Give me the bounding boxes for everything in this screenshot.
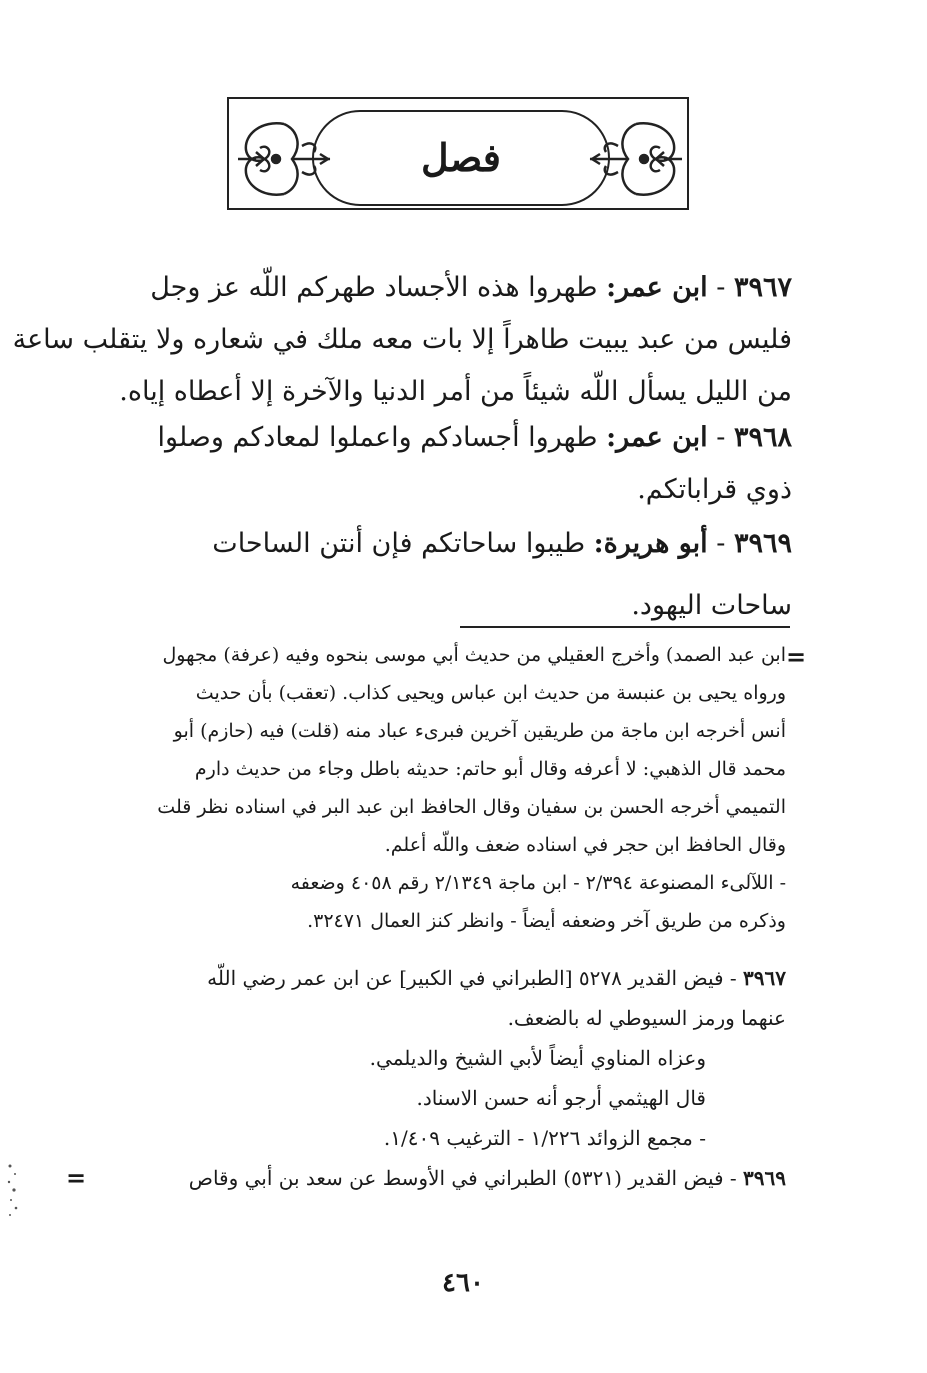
entry-text: ساحات اليهود. xyxy=(631,590,792,621)
footnote-line: محمد قال الذهبي: لا أعرفه وقال أبو حاتم: حديثه باطل وجاء من حديث دارم xyxy=(194,758,786,780)
footnote-3969-first-line: ٣٩٦٩ - فيض القدير (٥٣٢١) الطبراني في الأوسط عن سعد بن أبي وقاص xyxy=(188,1166,786,1190)
footnote-block xyxy=(100,958,786,1198)
entry-number: ٣٩٦٧ xyxy=(733,272,792,303)
footnote-line: وعزاه المناوي أيضاً لأبي الشيخ والديلمي. xyxy=(369,1046,706,1070)
entry-text: ذوي قراباتكم. xyxy=(637,474,792,505)
entry-first-line: ٣٩٦٨ - ابن عمر: طهروا أجسادكم واعملوا لمعادكم وصلوا xyxy=(157,422,792,453)
chapter-title: فصل xyxy=(421,135,501,180)
footnote-line: عنهما ورمز السيوطي له بالضعف. xyxy=(507,1006,786,1030)
footnote-line: وقال الحافظ ابن حجر في اسناده ضعف واللّه أعلم. xyxy=(384,834,786,856)
footnote-number: ٣٩٦٩ xyxy=(743,1166,786,1190)
entry-text: طهروا هذه الأجساد طهركم اللّه عز وجل xyxy=(150,272,598,303)
footnote-separator xyxy=(460,626,790,628)
footnote-line: قال الهيثمي أرجو أنه حسن الاسناد. xyxy=(416,1086,706,1110)
entry-number: ٣٩٦٩ xyxy=(733,528,792,559)
narrator: ابن عمر: xyxy=(606,272,708,303)
footnote-3967-first-line: ٣٩٦٧ - فيض القدير ٥٢٧٨ [الطبراني في الكبير] عن ابن عمر رضي اللّه xyxy=(207,966,786,990)
entry-text: فليس من عبد يبيت طاهراً إلا بات معه ملك في شعاره ولا يتقلب ساعة xyxy=(12,324,792,355)
footnote-number: ٣٩٦٧ xyxy=(743,966,786,990)
scan-artifact xyxy=(6,1160,20,1220)
hadith-entry-3968 xyxy=(108,412,792,516)
footnote-text: فيض القدير (٥٣٢١) الطبراني في الأوسط عن سعد بن أبي وقاص xyxy=(188,1166,724,1190)
narrator: أبو هريرة: xyxy=(593,528,708,559)
entry-text: من الليل يسأل اللّه شيئاً من أمر الدنيا والآخرة إلا أعطاه إياه. xyxy=(119,376,792,407)
page-number: ٤٦٠ xyxy=(442,1268,484,1298)
footnote-line: التميمي أخرجه الحسن بن سفيان وقال الحافظ ابن عبد البر في اسناده نظر قلت xyxy=(157,796,786,818)
footnote-text: فيض القدير ٥٢٧٨ [الطبراني في الكبير] عن ابن عمر رضي اللّه xyxy=(207,966,724,990)
footnote-line: وذكره من طريق آخر وضعفه أيضاً - وانظر كنز العمال ٣٢٤٧١. xyxy=(307,910,786,932)
entry-number: ٣٩٦٨ xyxy=(733,422,792,453)
footnote-continued xyxy=(100,636,786,940)
footnote-line: - اللآلىء المصنوعة ٢/٣٩٤ - ابن ماجة ٢/١٣٤٩ رقم ٤٠٥٨ وضعفه xyxy=(290,872,786,894)
hadith-entry-3967 xyxy=(12,262,792,418)
hadith-entry-3969 xyxy=(108,513,792,637)
entry-text: طهروا أجسادكم واعملوا لمعادكم وصلوا xyxy=(157,422,598,453)
continuation-marker: = xyxy=(66,1163,87,1192)
entry-text: طيبوا ساحاتكم فإن أنتن الساحات xyxy=(212,528,586,559)
entry-first-line: ٣٩٦٩ - أبو هريرة: طيبوا ساحاتكم فإن أنتن الساحات xyxy=(212,528,792,559)
footnote-line: - مجمع الزوائد ١/٢٢٦ - الترغيب ١/٤٠٩. xyxy=(383,1126,706,1150)
continuation-marker: = xyxy=(786,642,807,671)
entry-first-line: ٣٩٦٧ - ابن عمر: طهروا هذه الأجساد طهركم اللّه عز وجل xyxy=(150,272,792,303)
footnote-line: ابن عبد الصمد) وأخرج العقيلي من حديث أبي موسى بنحوه وفيه (عرفة) مجهول xyxy=(162,644,786,666)
narrator: ابن عمر: xyxy=(606,422,708,453)
footnote-line: ورواه يحيى بن عنبسة من حديث ابن عباس ويحيى كذاب. (تعقب) بأن حديث xyxy=(195,682,786,704)
footnote-line: أنس أخرجه ابن ماجة من طريقين آخرين فبرىء عباد منه (قلت) فيه (حازم) أبو xyxy=(173,720,786,742)
